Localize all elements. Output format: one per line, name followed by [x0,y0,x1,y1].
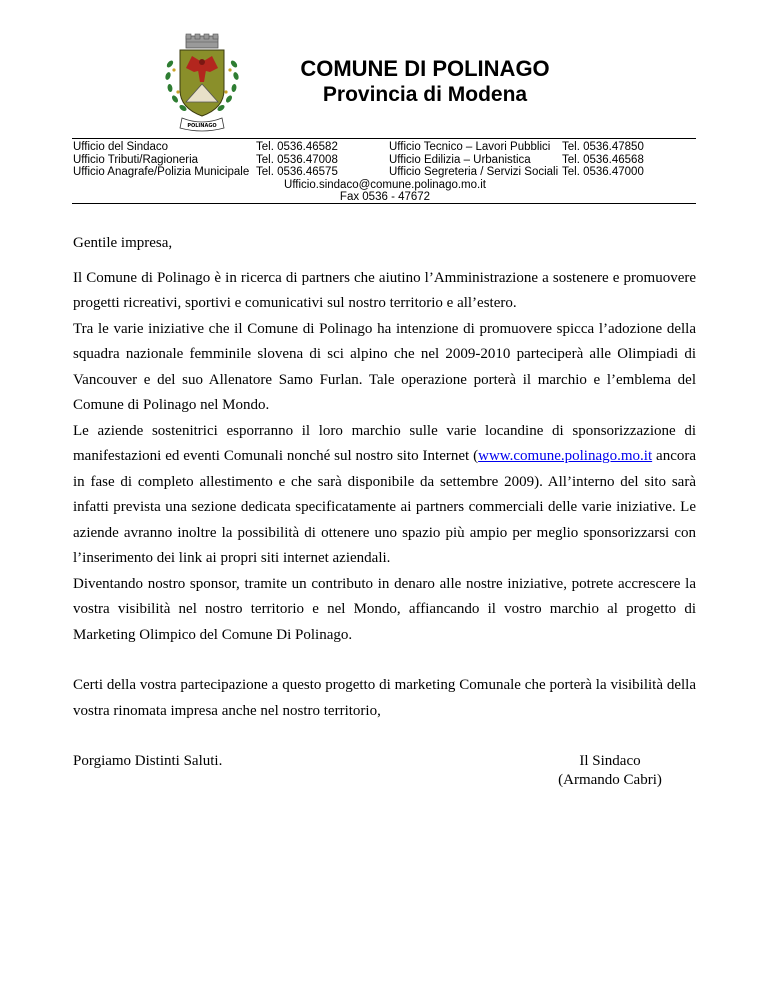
office-row [73,166,697,179]
office-name: Ufficio del Sindaco [73,141,169,153]
paragraph-text: ancora in fase di completo allestimento e che sarà disponibile da settembre 2009). All’interno del sito sarà infatti prevista una sezione dedicata specificatamente ai partners commerciali delle varie iniziative. Le aziende avranno inoltre la possibilità di ottenere uno spazio più ampio per meglio sponsorizzarsi con l’inserimento dei link ai propri siti internet aziendali. [73,448,697,566]
crest-banner-text: POLINAGO [187,123,217,129]
office-tel: Tel. 0536.47008 [256,153,338,166]
office-row [73,154,697,167]
signature-block [520,752,700,790]
header-rule-top [72,138,696,139]
signer-role: Il Sindaco [579,753,641,769]
office-tel: Tel. 0536.46575 [256,166,338,178]
crown-icon [186,34,218,48]
office-row [73,141,697,154]
paragraph: Tra le varie iniziative che il Comune di Polinago ha intenzione di promuovere spicca l’adozione della squadra nazionale femminile slovena di sci alpino che nel 2009-2010 parteciperà alle Olimpiadi di Vancouver e del suo Allenatore Samo Furlan. Tale operazione porterà il marchio e l’emblema del Comune di Polinago nel Mondo. [73,320,696,413]
municipality-name: COMUNE DI POLINAGO [300,56,550,81]
office-name: Ufficio Segreteria / Servizi Sociali [389,166,559,178]
paragraph: Certi della vostra partecipazione a questo progetto di marketing Comunale che porterà la visibilità della vostra rinomata impresa anche nel nostro territorio, [73,677,696,719]
office-name: Ufficio Tributi/Ragioneria [73,153,199,166]
letterhead-title [250,56,600,107]
office-tel: Tel. 0536.46582 [256,141,338,153]
province-name: Provincia di Modena [322,83,528,106]
greeting: Gentile impresa, [73,235,173,251]
paragraph: Diventando nostro sponsor, tramite un contributo in denaro alle nostre iniziative, potrete accrescere la vostra visibilità nel nostro territorio e nel Mondo, affiancando il vostro marchio al progetto di Marketing Olimpico del Comune Di Polinago. [73,575,696,643]
office-name: Ufficio Anagrafe/Polizia Municipale [73,166,250,178]
paragraph: Il Comune di Polinago è in ricerca di partners che aiutino l’Amministrazione a sostenere e promuovere progetti ricreativi, sportivi e comunicativi sul nostro territorio e all’estero. [73,269,696,311]
closing: Porgiamo Distinti Saluti. [73,753,223,769]
office-tel: Tel. 0536.47000 [562,166,644,178]
spacer [73,724,696,749]
letter-body [73,231,696,775]
paragraph-text: Le aziende sostenitrici esporranno il loro marchio sulle varie locandine di sponsorizzazione di manifestazioni ed eventi Comunali nonché sul nostro sito Internet ( [73,422,696,464]
office-name: Ufficio Edilizia – Urbanistica [389,153,531,166]
fax-number: Fax 0536 - 47672 [339,191,431,203]
paragraph [73,419,696,572]
spacer [73,648,696,673]
signer-name: (Armando Cabri) [558,772,662,788]
office-tel: Tel. 0536.47850 [562,141,644,153]
website-link[interactable]: www.comune.polinago.mo.it [478,448,653,464]
header-rule-bottom [72,203,696,204]
office-contacts [73,141,697,204]
municipal-crest [156,32,248,134]
office-name: Ufficio Tecnico – Lavori Pubblici [389,141,551,153]
email-address: Ufficio.sindaco@comune.polinago.mo.it [284,178,486,191]
office-tel: Tel. 0536.46568 [562,153,644,166]
